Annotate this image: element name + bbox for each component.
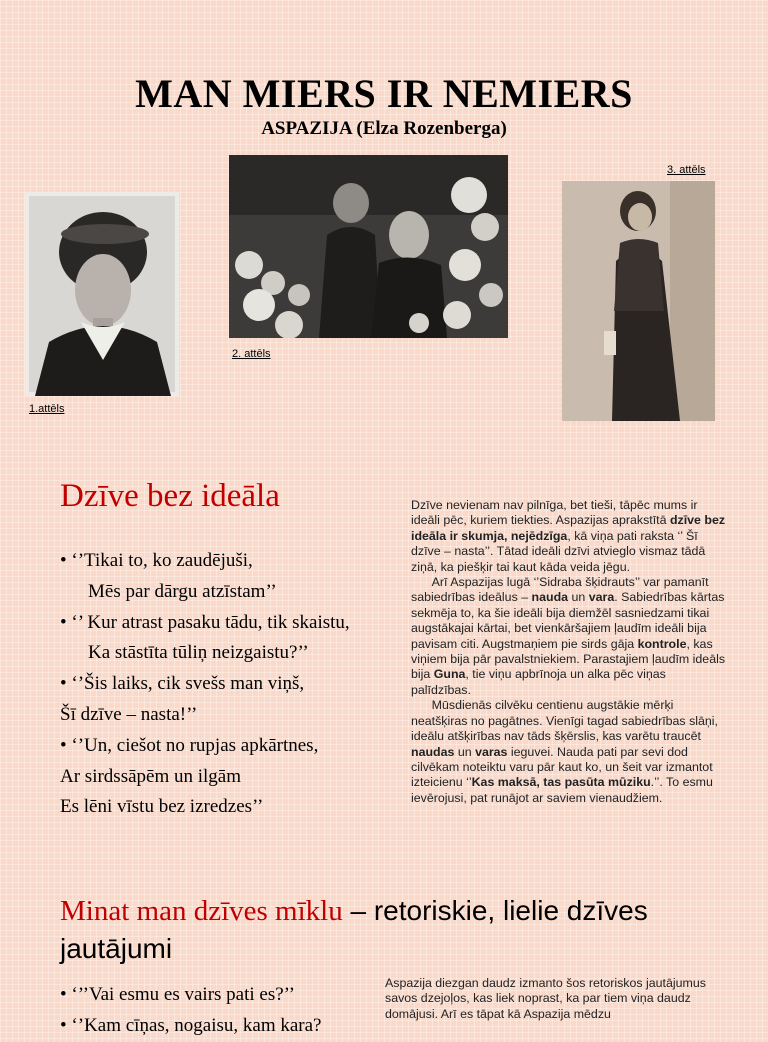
figure-caption-1: 1.attēls (29, 403, 65, 415)
quote-line: • ‘’Šis laiks, cik svešs man viņš, (60, 673, 305, 695)
section-heading-riddle (60, 892, 740, 968)
paragraph: Arī Aspazijas lugā ‘’Sidraba šķidrauts’’ var pamanīt sabiedrības ideālus – nauda un vara. Sabiedrības kārtas sekmēja to, ka šie ideāli bija diemžēl sasniedzami tikai augstākajai kārtai, bet vienkāršajiem ļaudīm ideāli bija pavisam citi. Augstmaņiem pie sirds gāja kontrole, kas viņiem bija pār pavalstniekiem. Parastajiem ļaudīm ideāls bija Guna, tie viņu apbrīnoja un alka pēc viņas palīdzības. (411, 575, 729, 697)
paragraph: Aspazija diezgan daudz izmanto šos retoriskos jautājumus savos dzejoļos, kas liek noprast, ka par tiem viņa daudz domājusi. Arī es tāpat kā Aspazija mēdzu (385, 976, 706, 1021)
quote-line: • ‘’Tikai to, ko zaudējuši, (60, 550, 253, 571)
quote-line: Šī dzīve – nasta!’’ (60, 703, 198, 725)
quote-line: • ‘’Kam cīņas, nogaisu, kam kara? (60, 1014, 322, 1036)
quote-line: • ‘’’Vai esmu es vairs pati es?’’ (60, 984, 295, 1005)
quote-line: Es lēni vīstu bez izredzes’’ (60, 796, 264, 818)
quote-list-1 (60, 546, 350, 823)
figure-caption-2: 2. attēls (232, 348, 271, 360)
heading-rest-part: – retoriskie, lielie dzīves jautājumi (60, 895, 648, 964)
page-subtitle: ASPAZIJA (Elza Rozenberga) (261, 118, 507, 139)
group-photo-image (229, 155, 508, 338)
section-heading-ideal: Dzīve bez ideāla (60, 478, 280, 514)
quote-line: Ka stāstīta tūliņ neizgaistu?’’ (88, 642, 309, 664)
essay-text-1 (411, 498, 729, 806)
quote-line: • ‘’ Kur atrast pasaku tādu, tik skaistu, (60, 611, 350, 633)
standing-portrait-image (562, 181, 715, 421)
photo-1 (25, 192, 179, 396)
quote-line: • ‘’Un, ciešot no rupjas apkārtnes, (60, 734, 319, 756)
page-title: MAN MIERS IR NEMIERS (135, 71, 633, 116)
paragraph: Mūsdienās cilvēku centienu augstākie mērķi neatšķiras no pagātnes. Vienīgi tagad sabiedrības slāņi, ideālu atšķirības nav tāds šķērslis, kas varētu traucēt naudas un varas ieguvei. Nauda pati par sevi dod cilvēkam noteiktu varu pār kaut ko, un šeit var izmantot izteicienu ‘’Kas maksā, tas pasūta mūziku.’’. To esmu ievērojusi, pat runājot ar saviem vienaudžiem. (411, 698, 722, 805)
quote-list-2 (60, 980, 321, 1042)
essay-text-2 (385, 976, 729, 1022)
paragraph: Dzīve nevienam nav pilnīga, bet tieši, tāpēc mums ir ideāli pēc, kuriem tiekties. Aspazijas aprakstītā dzīve bez ideāla ir skumja, nejēdzīga, kā viņa pati raksta ‘’ Šī dzīve – nasta’’. Tātad ideāli dzīvi atvieglo vismaz tādā ziņā, ka piešķir tai kaut kāda veida jēgu. (411, 498, 726, 574)
figure-caption-3: 3. attēls (667, 164, 706, 176)
portrait-image (25, 192, 179, 396)
quote-line: Ar sirdssāpēm un ilgām (60, 765, 242, 787)
photo-2 (229, 155, 508, 338)
photo-3 (562, 181, 715, 421)
heading-red-part: Minat man dzīves mīklu (60, 895, 343, 927)
quote-line: Mēs par dārgu atzīstam’’ (88, 580, 277, 602)
